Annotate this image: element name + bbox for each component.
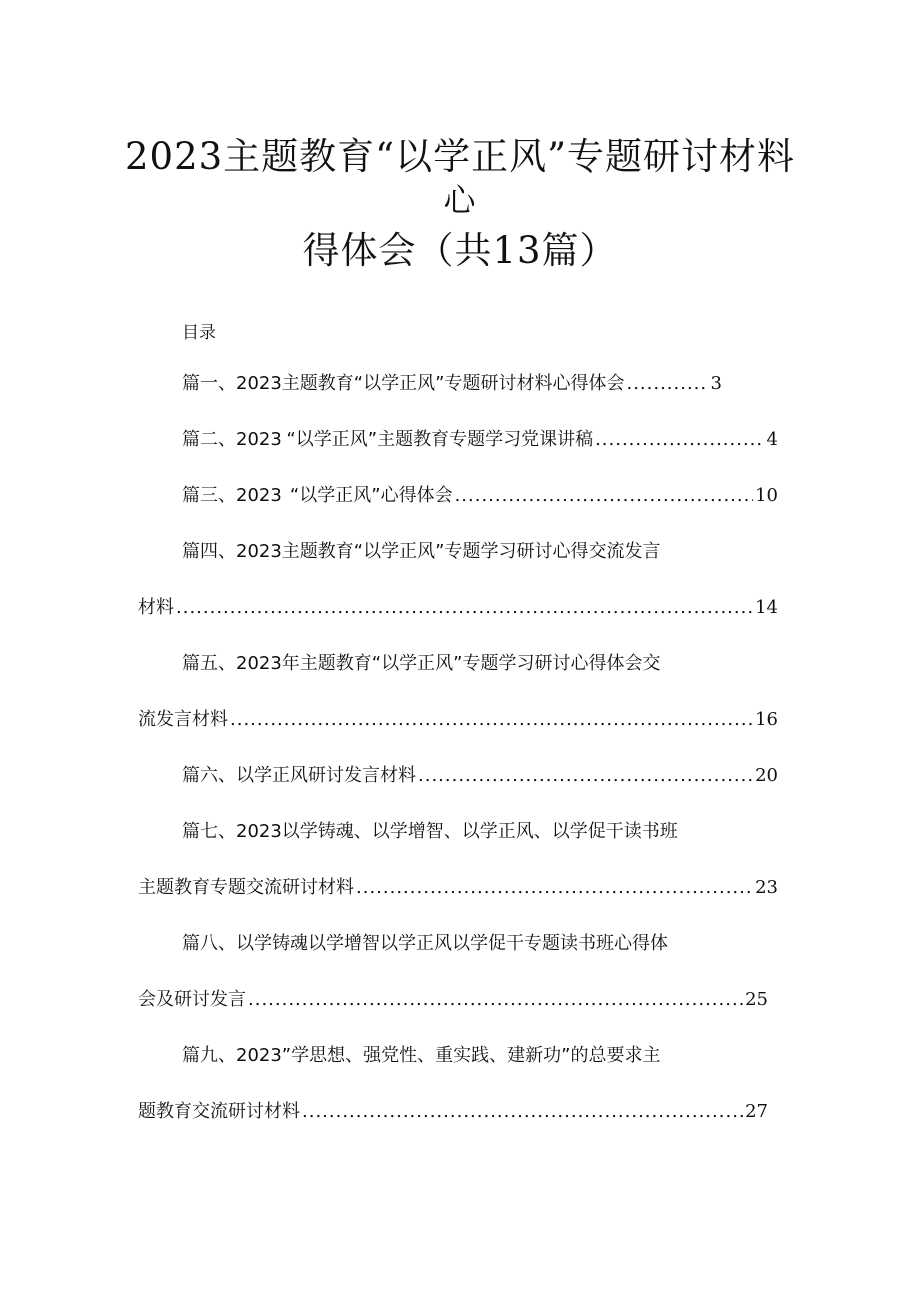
document-title-line-2: 心 (443, 181, 477, 219)
toc-entry-label: 篇六、以学正风研讨发言材料 (182, 765, 416, 786)
toc-entry-label: 题教育交流研讨材料 (138, 1101, 300, 1122)
toc-entry-1[interactable] (182, 369, 722, 399)
toc-leader-dots (455, 481, 754, 511)
document-title-line-3: 得体会（共13篇） (302, 229, 618, 272)
toc-leader-dots (418, 761, 753, 791)
toc-entry-3[interactable] (182, 481, 778, 511)
toc-entry-page: 16 (755, 709, 778, 730)
toc-entry-label: 篇一、2023主题教育“以学正风”专题研讨材料心得体会 (182, 373, 625, 394)
toc-entry-label: 篇五、2023年主题教育“以学正风”专题学习研讨心得体会交 (182, 653, 661, 674)
toc-leader-dots (176, 593, 753, 623)
toc-heading: 目录 (182, 323, 216, 343)
toc-entry-page: 3 (710, 373, 722, 394)
toc-leader-dots (356, 873, 753, 903)
toc-entry-label: “以学正风”心得体会 (289, 485, 453, 506)
toc-entry-label: 会及研讨发言 (138, 989, 246, 1010)
toc-entry-8-line-1[interactable] (182, 929, 742, 959)
toc-leader-dots (302, 1097, 743, 1127)
toc-entry-label: 篇八、以学铸魂以学增智以学正风以学促干专题读书班心得体 (182, 933, 668, 954)
toc-entry-4-line-1[interactable] (182, 537, 742, 567)
toc-entry-page: 27 (745, 1101, 768, 1122)
toc-entry-2[interactable] (182, 425, 778, 455)
toc-entry-9-line-2[interactable] (138, 1097, 768, 1127)
toc-entry-7-line-2[interactable] (138, 873, 778, 903)
toc-leader-dots (595, 425, 764, 455)
toc-leader-dots (248, 985, 743, 1015)
toc-entry-5-line-2[interactable] (138, 705, 778, 735)
toc-leader-dots (230, 705, 753, 735)
toc-entry-6[interactable] (182, 761, 778, 791)
toc-entry-page: 4 (766, 429, 778, 450)
toc-entry-5-line-1[interactable] (182, 649, 742, 679)
toc-entry-8-line-2[interactable] (138, 985, 768, 1015)
toc-entry-label: 材料 (138, 597, 174, 618)
toc-entry-7-line-1[interactable] (182, 817, 742, 847)
toc-leader-dots (626, 369, 708, 399)
toc-entry-page: 10 (755, 485, 778, 506)
toc-entry-label: 篇七、2023以学铸魂、以学增智、以学正风、以学促干读书班 (182, 821, 678, 842)
toc-entry-prefix: 篇二、2023 (182, 429, 282, 450)
toc-entry-label: 篇九、2023”学思想、强党性、重实践、建新功”的总要求主 (182, 1045, 661, 1066)
toc-entry-label: 主题教育专题交流研讨材料 (138, 877, 354, 898)
toc-entry-page: 25 (745, 989, 768, 1010)
toc-entry-label: 篇四、2023主题教育“以学正风”专题学习研讨心得交流发言 (182, 541, 661, 562)
document-title-line-1: 2023主题教育“以学正风”专题研讨材料 (125, 135, 795, 178)
toc-entry-label: “以学正风”主题教育专题学习党课讲稿 (286, 429, 594, 450)
toc-entry-page: 23 (755, 877, 778, 898)
toc-entry-page: 20 (755, 765, 778, 786)
toc-entry-9-line-1[interactable] (182, 1041, 742, 1071)
toc-entry-prefix: 篇三、2023 (182, 485, 282, 506)
toc-entry-label: 流发言材料 (138, 709, 228, 730)
toc-entry-page: 14 (755, 597, 778, 618)
toc-entry-4-line-2[interactable] (138, 593, 778, 623)
